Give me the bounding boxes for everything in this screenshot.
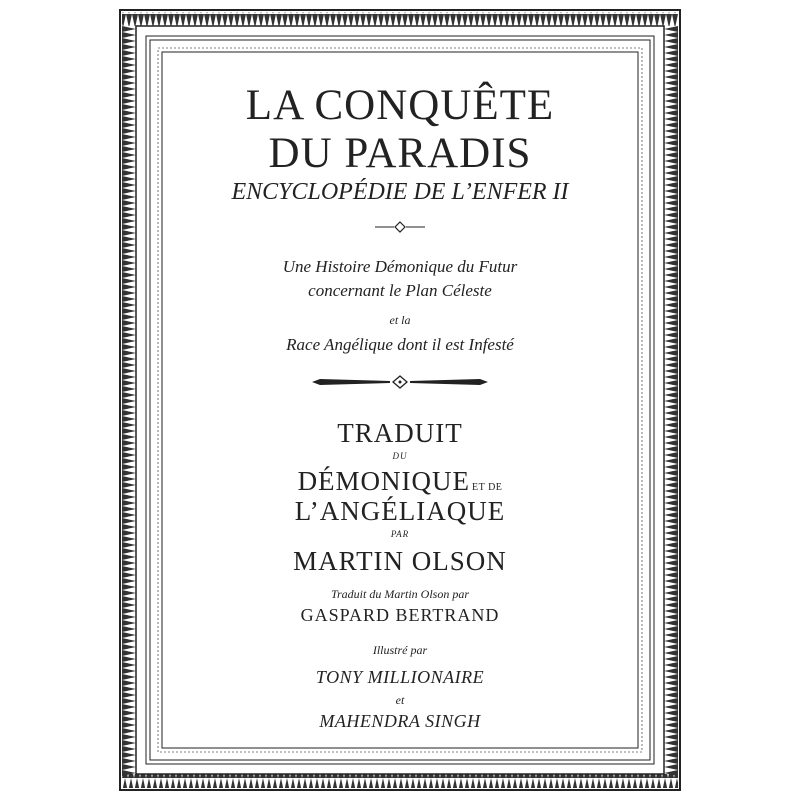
small-diamond-ornament <box>375 220 425 234</box>
description-line-1: Une Histoire Démonique du Futur <box>282 257 518 276</box>
title-content <box>170 70 630 750</box>
by-word: PAR <box>390 529 410 539</box>
author-name: MARTIN OLSON <box>293 546 507 576</box>
and-word: ET DE <box>472 482 503 493</box>
translator-name: GASPARD BERTRAND <box>300 605 500 625</box>
book-title-line-1: LA CONQUÊTE <box>245 82 555 129</box>
description-line-3: Race Angélique dont il est Infesté <box>286 335 514 354</box>
illustrator-2: MAHENDRA SINGH <box>319 711 481 731</box>
book-subtitle: ENCYCLOPÉDIE DE L’ENFER II <box>231 179 569 205</box>
illustration-note: Illustré par <box>372 643 428 657</box>
french-translation-note: Traduit du Martin Olson par <box>330 587 470 601</box>
wide-arrow-ornament <box>310 374 490 390</box>
from-word: DU <box>392 451 408 461</box>
description-connector: et la <box>389 313 411 327</box>
illustrator-1: TONY MILLIONAIRE <box>315 667 485 687</box>
language-line <box>170 468 630 495</box>
language-1: DÉMONIQUE <box>297 466 471 496</box>
translated-heading: TRADUIT <box>337 418 463 448</box>
book-title-line-2: DU PARADIS <box>268 130 532 177</box>
description-line-2: concernant le Plan Céleste <box>308 281 492 300</box>
illustration-connector: et <box>395 693 405 707</box>
language-2: L’ANGÉLIAQUE <box>294 496 506 526</box>
